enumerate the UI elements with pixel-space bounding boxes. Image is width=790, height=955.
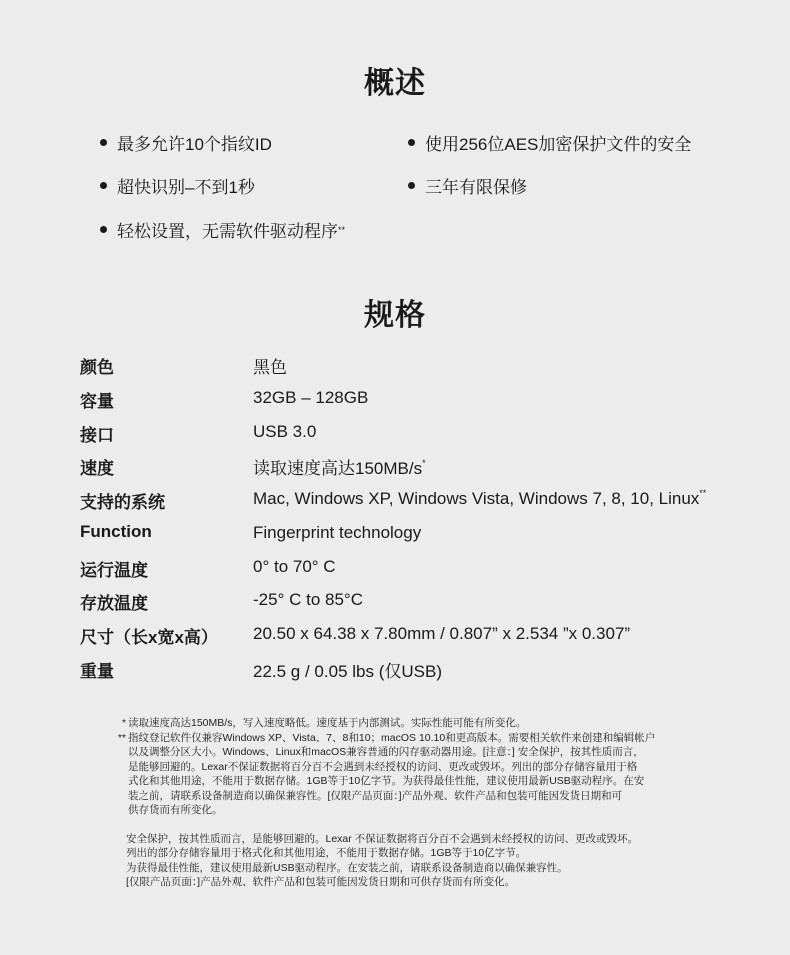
spec-value bbox=[253, 623, 630, 644]
footnote-line: 装之前，请联系设备制造商以确保兼容性。[仅限产品页面：]产品外观、软件产品和包装可能因发货日期和可 bbox=[128, 789, 623, 802]
feature-item bbox=[100, 217, 345, 242]
spec-value bbox=[253, 556, 336, 577]
spec-value bbox=[253, 353, 287, 378]
spec-row bbox=[0, 421, 790, 455]
spec-value-text: 22.5 g / 0.05 lbs (仅USB) bbox=[253, 662, 442, 681]
footnote-text bbox=[128, 731, 692, 818]
spec-value-text: 20.50 x 64.38 x 7.80mm / 0.807” x 2.534 ”x 0.307” bbox=[253, 624, 631, 643]
disclaimer-line: 为获得最佳性能，建议使用最新USB驱动程序。在安装之前，请联系设备制造商以确保兼容性。 bbox=[126, 861, 568, 874]
spec-value-text: 读取速度高达150MB/s bbox=[253, 459, 423, 478]
bullet-icon bbox=[408, 182, 415, 189]
bullet-icon bbox=[408, 139, 415, 146]
spec-label: 速度 bbox=[80, 459, 114, 478]
spec-value bbox=[253, 488, 706, 509]
footnote-1 bbox=[112, 716, 692, 731]
feature-item bbox=[100, 173, 255, 198]
spec-row bbox=[0, 556, 790, 590]
footnote-line: 以及调整分区大小。Windows、Linux和macOS兼容普通的闪存驱动器用途。[注意：] 安全保护，按其性质而言， bbox=[128, 746, 644, 758]
footnote-line: 是能够回避的。Lexar不保证数据将百分百不会遇到未经授权的访问、更改或毁坏。列出的部分存储容量用于格 bbox=[128, 760, 638, 773]
feature-text: 最多允许10个指纹ID bbox=[117, 135, 272, 154]
spec-label: Function bbox=[80, 522, 152, 541]
spec-label: 接口 bbox=[80, 426, 114, 445]
feature-sup: ** bbox=[338, 224, 346, 235]
spec-value bbox=[253, 421, 316, 442]
footnote-line: 式化和其他用途，不能用于数据存储。1GB等于10亿字节。为获得最佳性能，建议使用最新USB驱动程序。在安 bbox=[128, 775, 645, 787]
feature-item bbox=[408, 130, 691, 155]
spec-value bbox=[253, 454, 426, 479]
footnote-mark: * bbox=[121, 717, 126, 729]
feature-text: 超快识别–不到1秒 bbox=[117, 178, 255, 197]
spec-sup: * bbox=[422, 458, 426, 468]
spec-row bbox=[0, 589, 790, 623]
spec-row bbox=[0, 522, 790, 556]
footnote-line: 供存货而有所变化。 bbox=[128, 804, 223, 816]
footnote-mark: ** bbox=[117, 731, 126, 744]
bullet-icon bbox=[100, 139, 107, 146]
footnotes bbox=[112, 716, 692, 890]
disclaimer-line: 安全保护，按其性质而言，是能够回避的。Lexar 不保证数据将百分百不会遇到未经授权的访问、更改或毁坏。 bbox=[126, 832, 639, 845]
spec-value bbox=[253, 387, 368, 408]
spec-sup: ** bbox=[699, 488, 707, 498]
feature-text: 三年有限保修 bbox=[425, 178, 527, 197]
feature-text: 使用256位AES加密保护文件的安全 bbox=[425, 135, 692, 154]
bullet-icon bbox=[100, 182, 107, 189]
spec-value-text: USB 3.0 bbox=[253, 422, 317, 441]
disclaimer-line: 列出的部分存储容量用于格式化和其他用途，不能用于数据存储。1GB等于10亿字节。 bbox=[126, 847, 527, 859]
spec-row bbox=[0, 454, 790, 488]
spec-value-text: 32GB – 128GB bbox=[253, 388, 369, 407]
spec-row bbox=[0, 623, 790, 657]
spec-value-text: Fingerprint technology bbox=[253, 523, 422, 542]
spec-label: 运行温度 bbox=[80, 561, 148, 580]
spec-label: 支持的系统 bbox=[80, 493, 165, 512]
spec-label: 尺寸（长x宽x高） bbox=[80, 628, 218, 647]
spec-label: 存放温度 bbox=[80, 594, 148, 613]
overview-title: 概述 bbox=[364, 67, 426, 100]
disclaimer-paragraph bbox=[112, 832, 692, 890]
bullet-icon bbox=[100, 226, 107, 233]
spec-row bbox=[0, 387, 790, 421]
spec-value bbox=[253, 589, 363, 610]
spec-label: 重量 bbox=[80, 662, 114, 681]
spec-value-text: 黑色 bbox=[253, 358, 287, 377]
spec-value-text: 0° to 70° C bbox=[253, 557, 336, 576]
footnote-text: 读取速度高达150MB/s，写入速度略低。速度基于内部测试。实际性能可能有所变化。 bbox=[128, 717, 527, 729]
spec-label: 容量 bbox=[80, 392, 114, 411]
spec-value-text: -25° C to 85°C bbox=[253, 590, 363, 609]
feature-item bbox=[408, 173, 527, 198]
spec-value-text: Mac, Windows XP, Windows Vista, Windows 7, 8, 10, Linux bbox=[253, 489, 700, 508]
spec-row bbox=[0, 657, 790, 691]
spec-value bbox=[253, 522, 421, 543]
footnote-2 bbox=[112, 731, 692, 818]
spec-row bbox=[0, 488, 790, 522]
specs-title: 规格 bbox=[364, 299, 426, 332]
feature-text: 轻松设置，无需软件驱动程序 bbox=[117, 222, 338, 241]
spec-label: 颜色 bbox=[80, 358, 114, 377]
spec-row bbox=[0, 353, 790, 387]
disclaimer-line: [仅限产品页面：]产品外观、软件产品和包装可能因发货日期和可供存货而有所变化。 bbox=[126, 876, 516, 888]
spec-value bbox=[253, 657, 442, 682]
footnote-line: 指纹登记软件仅兼容Windows XP、Vista、7、8和10；macOS 10.10和更高版本。需要相关软件来创建和编辑帐户 bbox=[128, 731, 656, 744]
feature-item bbox=[100, 130, 272, 155]
